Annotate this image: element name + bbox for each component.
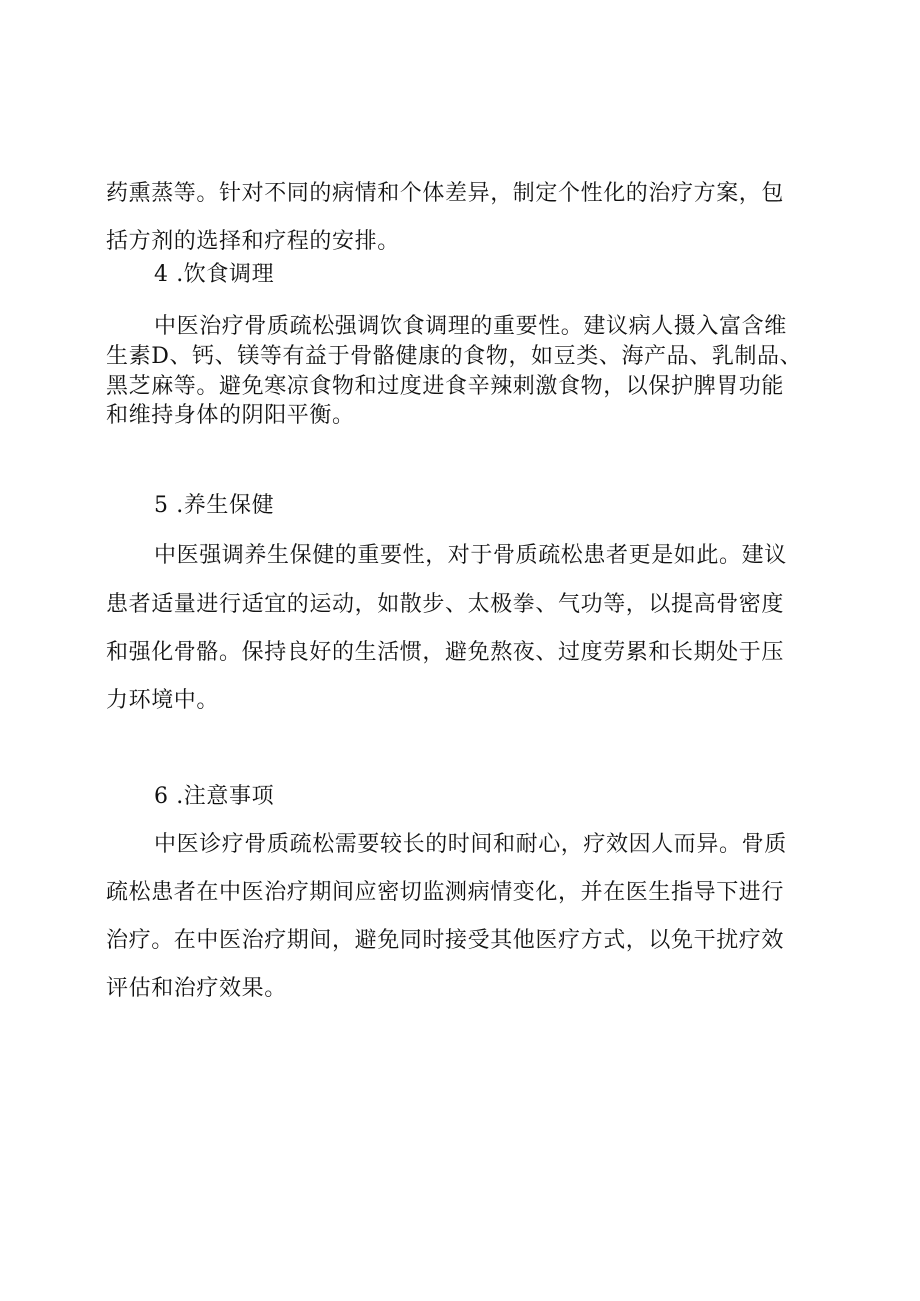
paragraph-line: 疏松患者在中医治疗期间应密切监测病情变化，并在医生指导下进行 bbox=[106, 880, 785, 905]
paragraph-line: 中医治疗骨质疏松强调饮食调理的重要性。建议病人摄入富含维 bbox=[154, 314, 787, 339]
paragraph-line: 和维持身体的阴阳平衡。 bbox=[106, 403, 355, 428]
paragraph-line: 力环境中。 bbox=[106, 688, 220, 713]
paragraph-line: 治疗。在中医治疗期间，避免同时接受其他医疗方式，以免干扰疗效 bbox=[106, 928, 785, 953]
paragraph-line: 黑芝麻等。避免寒凉食物和过度进食辛辣刺激食物，以保护脾胃功能 bbox=[106, 374, 785, 399]
paragraph-line: 中医诊疗骨质疏松需要较长的时间和耐心，疗效因人而异。骨质 bbox=[154, 832, 787, 857]
paragraph-line: 和强化骨骼。保持良好的生活惯，避免熬夜、过度劳累和长期处于压 bbox=[106, 640, 785, 665]
section-heading-diet: 4 .饮食调理 bbox=[154, 262, 275, 287]
paragraph-line: 中医强调养生保健的重要性，对于骨质疏松患者更是如此。建议 bbox=[154, 543, 787, 568]
paragraph-line: 评估和治疗效果。 bbox=[106, 976, 287, 1001]
section-heading-precautions: 6 .注意事项 bbox=[154, 784, 275, 809]
paragraph-line: 患者适量进行适宜的运动，如散步、太极拳、气功等，以提高骨密度 bbox=[106, 592, 785, 617]
section-heading-health-care: 5 .养生保健 bbox=[154, 493, 275, 518]
paragraph-line: 药熏蒸等。针对不同的病情和个体差异，制定个性化的治疗方案，包 bbox=[106, 181, 785, 206]
paragraph-line: 生素D、钙、镁等有益于骨骼健康的食物，如豆类、海产品、乳制品、 bbox=[106, 344, 803, 369]
paragraph-line: 括方剂的选择和疗程的安排。 bbox=[106, 229, 400, 254]
